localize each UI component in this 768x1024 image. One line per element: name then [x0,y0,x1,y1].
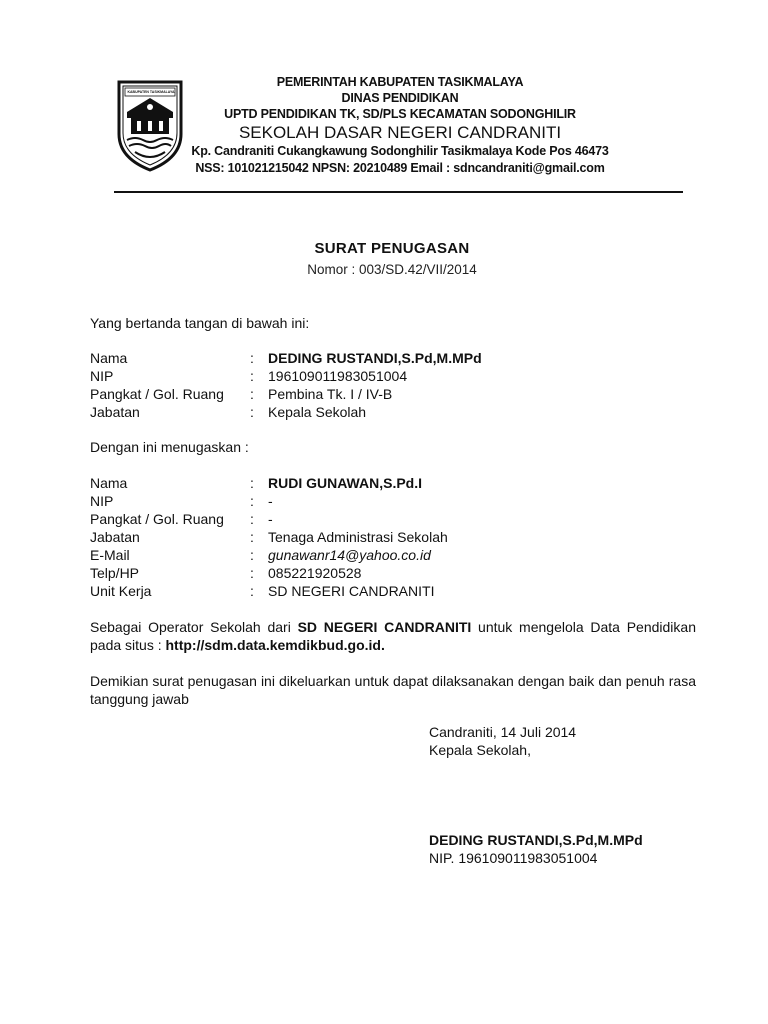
field-label: NIP [90,368,114,384]
assignee-email: gunawanr14@yahoo.co.id [268,547,431,563]
field-colon: : [250,350,254,366]
field-label: Jabatan [90,529,140,545]
letterhead-divider [114,191,683,193]
field-label: E-Mail [90,547,130,563]
letterhead-school-name: SEKOLAH DASAR NEGERI CANDRANITI [238,123,562,142]
letterhead-contact: NSS: 101021215042 NPSN: 20210489 Email : sdncandraniti@gmail.com [195,161,605,175]
assignee-unit: SD NEGERI CANDRANITI [268,583,435,599]
signer-nip: 196109011983051004 [268,368,408,384]
field-colon: : [250,547,254,563]
assignee-position-row [90,528,690,546]
field-label: Pangkat / Gol. Ruang [90,386,224,402]
assignee-rank-row [90,510,690,528]
field-label: Nama [90,350,128,366]
place-date: Candraniti, 14 Juli 2014 [429,724,577,740]
field-colon: : [250,368,254,384]
field-label: NIP [90,493,114,509]
field-label: Telp/HP [90,565,140,581]
assignee-nip: - [268,493,273,509]
paragraph-text: untuk mengelola Data Pendidikan pada situs : [90,619,696,653]
letterhead-government: PEMERINTAH KABUPATEN TASIKMALAYA [276,75,524,89]
field-colon: : [250,475,254,491]
signer-nip-row [90,367,690,385]
field-colon: : [250,583,254,599]
field-colon: : [250,529,254,545]
letterhead-department: DINAS PENDIDIKAN [341,91,459,105]
assignee-name-row [90,474,690,492]
closing-paragraph: Demikian surat penugasan ini dikeluarkan untuk dapat dilaksanakan dengan baik dan penuh rasa tanggung jawab [90,673,696,707]
field-colon: : [250,386,254,402]
signer-name-row [90,349,690,367]
field-colon: : [250,511,254,527]
field-label: Jabatan [90,404,140,420]
field-label: Unit Kerja [90,583,152,599]
assignment-paragraph [90,618,696,654]
signer-position: Kepala Sekolah [268,404,367,420]
signature-nip: NIP. 196109011983051004 [429,850,598,866]
assignee-nip-row [90,492,690,510]
assignee-rank: - [268,511,273,527]
signer-rank: Pembina Tk. I / IV-B [268,386,393,402]
assignee-unit-row [90,582,690,600]
signer-rank-row [90,385,690,403]
school-name-inline: SD NEGERI CANDRANITI [297,619,472,635]
field-colon: : [250,565,254,581]
website-url: http://sdm.data.kemdikbud.go.id. [165,637,385,653]
logo-caption: KABUPATEN TASIKMALAYA [127,90,175,94]
field-colon: : [250,493,254,509]
assignee-phone: 085221920528 [268,565,362,581]
assignee-position: Tenaga Administrasi Sekolah [268,529,448,545]
intro-text: Yang bertanda tangan di bawah ini: [90,315,310,331]
signer-position-row [90,403,690,421]
signer-name: DEDING RUSTANDI,S.Pd,M.MPd [268,350,482,366]
signature-name: DEDING RUSTANDI,S.Pd,M.MPd [429,832,643,848]
field-colon: : [250,404,254,420]
letterhead-address: Kp. Candraniti Cukangkawung Sodonghilir Tasikmalaya Kode Pos 46473 [191,144,609,158]
assignee-phone-row [90,564,690,582]
signer-title: Kepala Sekolah, [429,742,531,758]
field-label: Nama [90,475,128,491]
letter-title: SURAT PENUGASAN [314,240,470,257]
letter-number: Nomor : 003/SD.42/VII/2014 [307,262,477,277]
assignee-name: RUDI GUNAWAN,S.Pd.I [268,475,423,491]
assign-intro-text: Dengan ini menugaskan : [90,439,249,455]
letterhead [190,74,610,177]
assignee-email-row [90,546,690,564]
letterhead-uptd: UPTD PENDIDIKAN TK, SD/PLS KECAMATAN SODONGHILIR [224,107,576,121]
field-label: Pangkat / Gol. Ruang [90,511,224,527]
paragraph-text: Sebagai Operator Sekolah dari [90,619,298,635]
